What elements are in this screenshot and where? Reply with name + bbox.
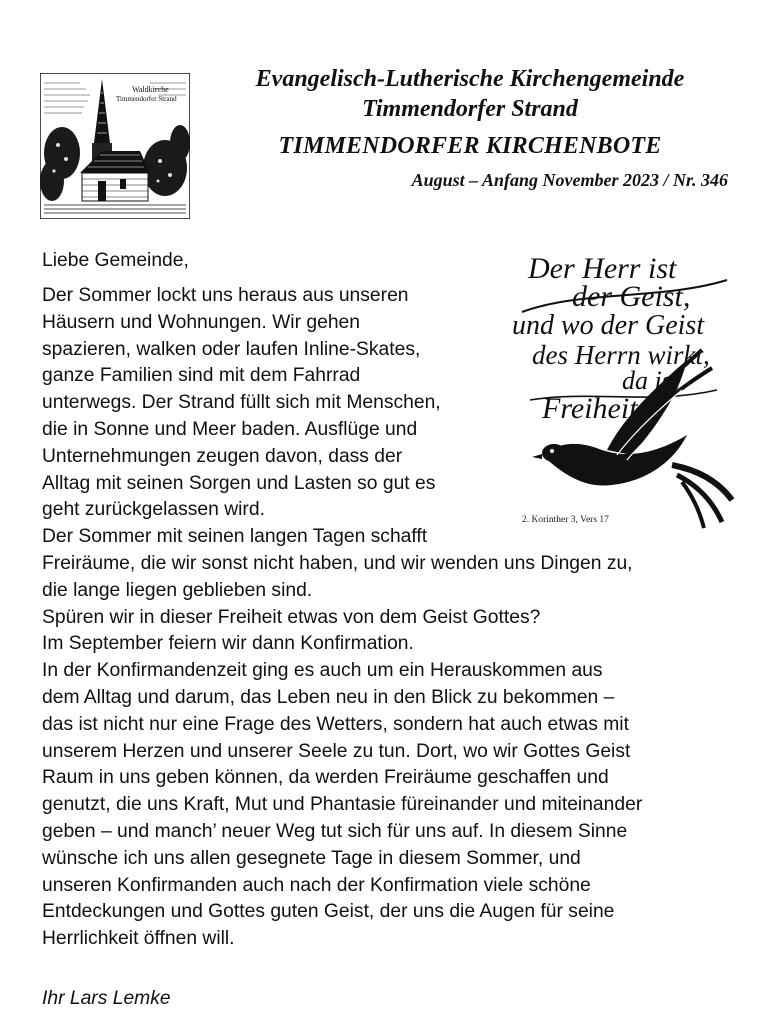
issue-info: August – Anfang November 2023 / Nr. 346 (411, 170, 728, 190)
letter-line: Der Sommer lockt uns heraus aus unseren (42, 285, 409, 306)
letter-line: unserem Herzen und unserer Seele zu tun. Dort, wo wir Gottes Geist (42, 740, 631, 762)
letter-line: unterwegs. Der Strand füllt sich mit Menschen, (42, 392, 441, 414)
letter-line: geben – und manch’ neuer Weg tut sich für uns auf. In diesem Sinne (42, 820, 628, 842)
letter-line: genutzt, die uns Kraft, Mut und Phantasie füreinander und miteinander (42, 794, 643, 816)
letter-line: unseren Konfirmanden auch nach der Konfirmation viele schöne (42, 874, 591, 896)
parish-name: Evangelisch-Lutherische Kirchengemeinde (255, 66, 685, 92)
masthead (210, 64, 730, 190)
parish-location: Timmendorfer Strand (362, 96, 578, 122)
letter-line: Häusern und Wohnungen. Wir gehen (42, 311, 360, 333)
letter-line: das ist nicht nur eine Frage des Wetters, sondern hat auch etwas mit (42, 713, 629, 735)
letter-line: Unternehmungen zeugen davon, dass der (42, 445, 403, 467)
verse-line-4: des Herrn wirkt, (532, 340, 710, 370)
letter-line: Spüren wir in dieser Freiheit etwas von dem Geist Gottes? (42, 606, 541, 628)
verse-artwork (512, 250, 737, 532)
letter-line: In der Konfirmandenzeit ging es auch um ein Herauskommen aus (42, 660, 603, 682)
signature: Ihr Lars Lemke (42, 988, 171, 1009)
letter-line: die lange liegen geblieben sind. (42, 579, 313, 601)
letter-line: geht zurückgelassen wird. (42, 499, 265, 521)
letter-line: Entdeckungen und Gottes guten Geist, der uns die Augen für seine (42, 901, 615, 923)
church-logo (40, 73, 190, 219)
greeting: Liebe Gemeinde, (42, 250, 189, 271)
letter-line: Der Sommer mit seinen langen Tagen schafft (42, 526, 428, 548)
letter-line: Alltag mit seinen Sorgen und Lasten so gut es (42, 472, 436, 494)
letter-line: Freiräume, die wir sonst nicht haben, und wir wenden uns Dingen zu, (42, 552, 633, 574)
verse-line-5: da ist (622, 366, 680, 395)
verse-line-2: der Geist, (572, 280, 691, 313)
verse-line-3: und wo der Geist (512, 310, 705, 341)
letter-line: ganze Familien sind mit dem Fahrrad (42, 365, 361, 387)
verse-reference: 2. Korinther 3, Vers 17 (522, 515, 609, 525)
letter-line: spazieren, walken oder laufen Inline-Skates, (42, 338, 421, 360)
logo-label-2: Timmendorfer Strand (116, 95, 177, 103)
letter-line: wünsche ich uns allen gesegnete Tage in diesem Sommer, und (42, 847, 581, 869)
newsletter-title: TIMMENDORFER KIRCHENBOTE (278, 133, 662, 159)
letter-line: dem Alltag und darum, das Leben neu in den Blick zu bekommen – (42, 686, 615, 708)
letter-line: die in Sonne und Meer baden. Ausflüge und (42, 418, 418, 440)
verse-line-6: Freiheit. (542, 392, 646, 425)
logo-label-1: Waldkirche (132, 85, 169, 94)
letter-line: Herrlichkeit öffnen will. (42, 928, 235, 950)
letter-line: Im September feiern wir dann Konfirmation. (42, 633, 414, 655)
verse-line-1: Der Herr ist (528, 252, 677, 285)
letter-line: Raum in uns geben können, da werden Freiräume geschaffen und (42, 767, 609, 789)
